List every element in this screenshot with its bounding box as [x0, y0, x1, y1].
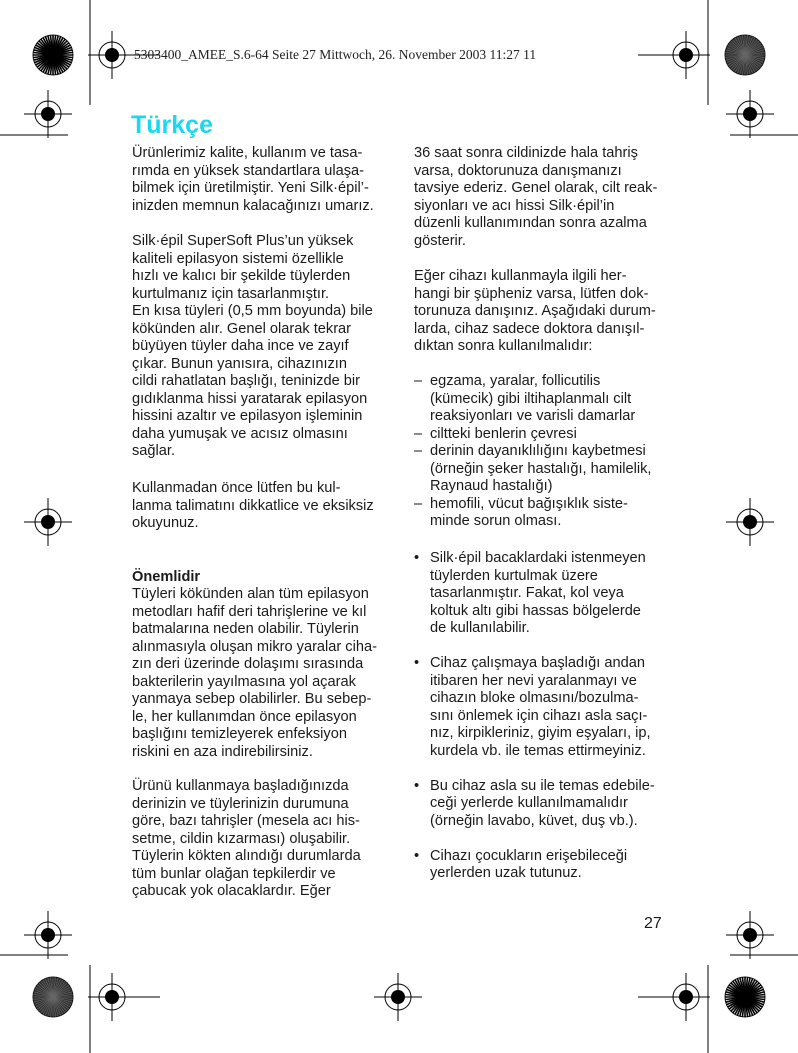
text-line: zın deri üzerinde dolaşımı sırasında: [132, 656, 364, 672]
text-line: rımda en yüksek standartlara ulaşa-: [132, 162, 364, 179]
bullet-marker: •: [414, 777, 420, 794]
text-line: Silk·épil bacaklardaki istenmeyen: [430, 550, 646, 566]
dash-marker: –: [414, 373, 423, 389]
text-line: minde sorun olması.: [430, 513, 562, 529]
text-line: le, her kullanımdan önce epilasyon: [132, 708, 357, 725]
text-line: reaksiyonları ve varisli damarlar: [430, 408, 636, 424]
bullet-marker: •: [414, 655, 420, 671]
text-line: çıkar. Bunun yanısıra, cihazınızın: [132, 355, 347, 372]
text-line: Ürünü kullanmaya başladığınızda: [132, 778, 349, 794]
list-item: [414, 848, 655, 883]
crosshair-icon: [24, 90, 72, 138]
text-line: tüm bunlar olağan tepkilerdir ve: [132, 865, 336, 882]
text-line: tavsiye ederiz. Genel olarak, cilt reak-: [414, 180, 658, 196]
doctor-paragraph: [414, 268, 656, 356]
text-line: düzenli kullanımından sonra azalma: [414, 215, 647, 231]
text-line: bilmek için üretilmiştir. Yeni Silk·épil’-: [132, 180, 369, 196]
important-heading: Önemlidir: [132, 569, 201, 585]
text-line: büyüyen tüyler daha ince ve zayıf: [132, 338, 349, 354]
dash-marker: –: [414, 425, 423, 442]
text-line: Silk·épil SuperSoft Plus’un yüksek: [132, 233, 354, 249]
text-line: setme, cildin kızarması) oluşabilir.: [132, 830, 351, 847]
text-line: 36 saat sonra cildinizde hala tahriş: [414, 145, 638, 161]
page-number: 27: [644, 915, 662, 932]
text-line: Eğer cihazı kullanmayla ilgili her-: [414, 268, 627, 284]
dash-marker: –: [414, 495, 423, 512]
text-line: göre, bazı tahrişler (mesela acı his-: [132, 813, 360, 829]
crosshair-icon: [24, 498, 72, 546]
text-line: yerlerden uzak tutunuz.: [430, 865, 582, 881]
read-instructions-paragraph: [132, 480, 374, 533]
irritation-paragraph: [132, 778, 361, 901]
page-title: Türkçe: [131, 111, 213, 139]
list-item: [414, 443, 651, 496]
print-slug-header: 5303400_AMEE_S.6-64 Seite 27 Mittwoch, 26. November 2003 11:27 11: [134, 47, 537, 62]
text-line: Ürünlerimiz kalite, kullanım ve tasa-: [132, 145, 363, 161]
text-line: Kullanmadan önce lütfen bu kul-: [132, 480, 341, 496]
text-line: egzama, yaralar, follicutilis: [430, 373, 601, 389]
text-line: yanmaya sebep olabilirler. Bu sebep-: [132, 691, 372, 707]
text-line: En kısa tüyleri (0,5 mm boyunda) bile: [132, 303, 373, 319]
text-line: sını önlemek için cihazı asla saçı-: [430, 707, 648, 724]
text-line: torunuza danışınız. Aşağıdaki durum-: [414, 303, 656, 319]
text-line: Bu cihaz asla su ile temas edebile-: [430, 777, 655, 794]
text-line: inizden memnun kalacağınızı umarız.: [132, 197, 374, 214]
crosshair-icon: [88, 973, 136, 1021]
starburst-target-icon: [725, 977, 765, 1017]
text-line: Tüyleri kökünden alan tüm epilasyon: [132, 586, 369, 602]
text-line: sağlar.: [132, 443, 175, 459]
crosshair-icon: [662, 973, 710, 1021]
text-line: başlığını temizleyerek enfeksiyon: [132, 726, 347, 742]
text-line: cildi rahatlatan başlığı, teninizde bir: [132, 373, 360, 389]
text-line: varsa, doktorunuza danışmanızı: [414, 162, 622, 179]
list-item: [414, 550, 655, 638]
text-line: cihazın bloke olmasını/bozulma-: [430, 690, 639, 706]
text-line: dıktan sonra kullanılmalıdır:: [414, 338, 593, 354]
product-paragraph: [132, 233, 373, 461]
text-line: ciltteki benlerin çevresi: [430, 425, 577, 442]
crosshair-icon: [374, 973, 422, 1021]
text-line: kaliteli epilasyon sistemi özellikle: [132, 250, 344, 267]
dash-marker: –: [414, 443, 423, 459]
text-line: itibaren her nevi yaralanmayı ve: [430, 672, 637, 689]
text-line: Cihaz çalışmaya başladığı andan: [430, 655, 645, 671]
text-line: kurdela vb. ile temas ettirmeyiniz.: [430, 742, 646, 759]
important-paragraph: [132, 586, 377, 761]
text-line: hangi bir şüpheniz varsa, lütfen dok-: [414, 285, 649, 302]
text-line: tüylerden kurtulmak üzere: [430, 567, 598, 584]
intro-paragraph: [132, 145, 374, 215]
text-line: metodları hafif deri tahrişlerine ve kıl: [132, 603, 367, 620]
crosshair-icon: [24, 911, 72, 959]
text-line: de kullanılabilir.: [430, 620, 530, 636]
text-line: kökünden alır. Genel olarak tekrar: [132, 320, 352, 337]
text-line: daha yumuşak ve acısız olmasını: [132, 425, 348, 442]
warnings-list: [414, 550, 655, 900]
list-item: [414, 778, 655, 831]
text-line: (örneğin şeker hastalığı, hamilelik,: [430, 460, 652, 477]
text-line: Raynaud hastalığı): [430, 478, 553, 494]
text-line: hemofili, vücut bağışıklık siste-: [430, 495, 628, 512]
crosshair-icon: [726, 911, 774, 959]
crosshair-icon: [88, 31, 136, 79]
text-line: koltuk altı gibi hassas bölgelerde: [430, 602, 641, 619]
text-line: larda, cihaz sadece doktora danışıl-: [414, 320, 645, 337]
text-line: ceği yerlerde kullanılmamalıdır: [430, 795, 628, 811]
conditions-list: [414, 373, 651, 531]
irritation-continued-paragraph: [414, 145, 657, 250]
bullet-marker: •: [414, 550, 420, 566]
list-item: [414, 426, 651, 444]
text-line: hızlı ve kalıcı bir şekilde tüylerden: [132, 268, 351, 284]
text-line: (kümecik) gibi iltihaplanmalı cilt: [430, 390, 632, 407]
bullet-marker: •: [414, 847, 420, 864]
text-line: bakterilerin yayılmasına yol açarak: [132, 673, 356, 690]
crosshair-icon: [726, 498, 774, 546]
text-line: riskini en aza indirebilirsiniz.: [132, 743, 313, 760]
text-line: gösterir.: [414, 232, 466, 249]
list-item: [414, 496, 651, 531]
crosshair-icon: [662, 31, 710, 79]
text-line: Tüylerin kökten alındığı durumlarda: [132, 848, 361, 864]
text-line: derinizin ve tüylerinizin durumuna: [132, 795, 349, 812]
text-line: Cihazı çocukların erişebileceği: [430, 847, 628, 864]
text-line: hissini azaltır ve epilasyon işleminin: [132, 408, 363, 424]
text-line: gıdıklanma hissi yaratarak epilasyon: [132, 390, 368, 407]
text-line: alınmasıyla oluşan mikro yaralar ciha-: [132, 638, 377, 655]
color-target-icon: [725, 35, 765, 75]
text-line: çabucak yok olacaklardır. Eğer: [132, 883, 331, 899]
text-line: tasarlanmıştır. Fakat, kol veya: [430, 585, 624, 601]
text-line: batmalarına neden olabilir. Tüylerin: [132, 621, 359, 637]
text-line: derinin dayanıklılığını kaybetmesi: [430, 443, 646, 459]
starburst-target-icon: [33, 35, 73, 75]
text-line: okuyunuz.: [132, 515, 199, 531]
text-line: kurtulmanız için tasarlanmıştır.: [132, 285, 330, 302]
text-line: siyonları ve acı hissi Silk·épil’in: [414, 197, 615, 214]
list-item: [414, 655, 655, 760]
crosshair-icon: [726, 90, 774, 138]
text-line: lanma talimatını dikkatlice ve eksiksiz: [132, 497, 374, 514]
text-line: nız, kirpikleriniz, giyim eşyaları, ip,: [430, 725, 651, 741]
text-line: (örneğin lavabo, küvet, duş vb.).: [430, 812, 638, 829]
color-target-icon: [33, 977, 73, 1017]
list-item: [414, 373, 651, 426]
